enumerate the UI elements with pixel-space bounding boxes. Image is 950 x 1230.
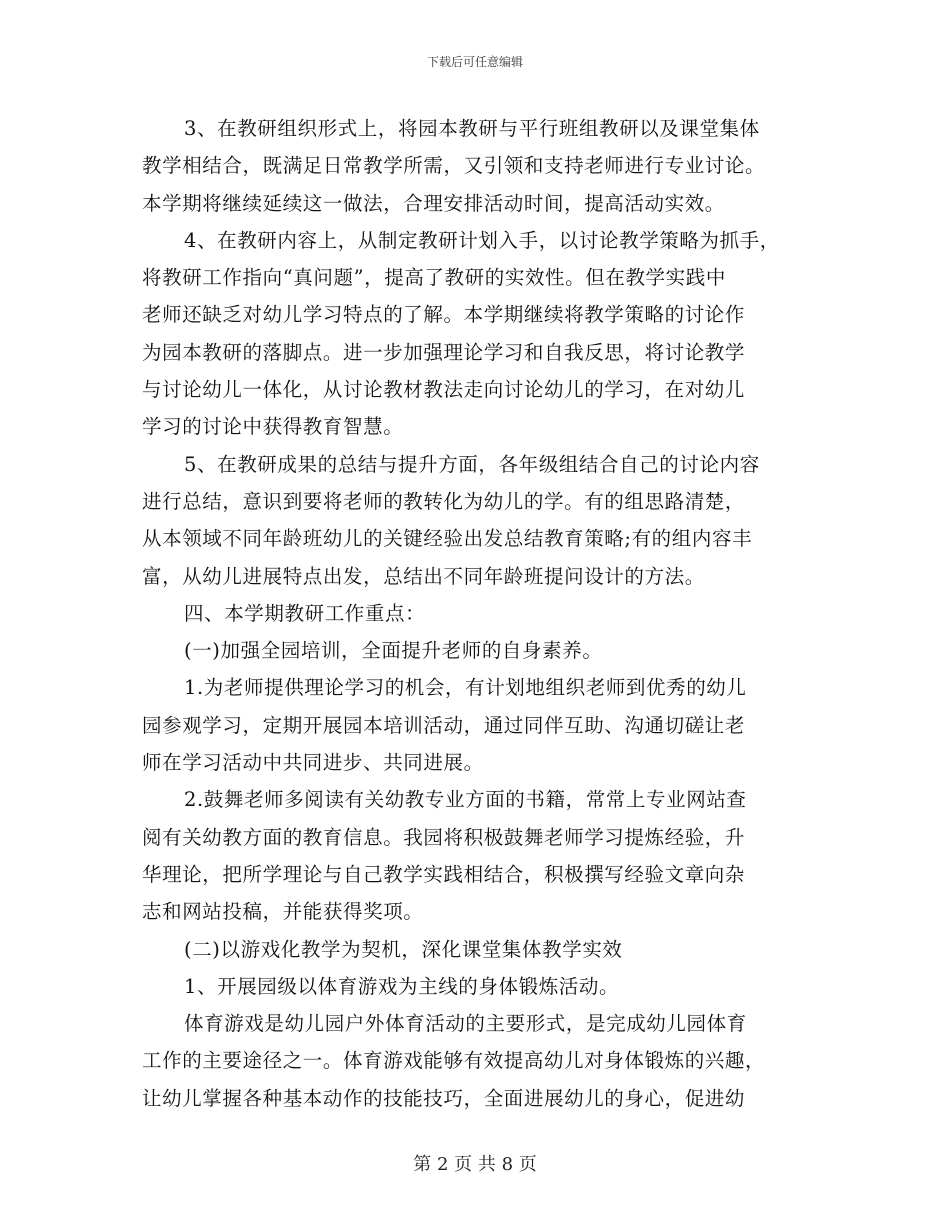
text-line: 工作的主要途径之一。体育游戏能够有效提高幼儿对身体锻炼的兴趣，: [142, 1049, 766, 1073]
text-line: 本学期将继续延续这一做法，合理安排活动时间，提高活动实效。: [142, 191, 725, 215]
text-line: 华理论，把所学理论与自己教学实践相结合，积极撰写经验文章向杂: [142, 862, 746, 886]
text-line: (二)以游戏化教学为契机，深化课堂集体教学实效: [184, 937, 623, 961]
page-header-note: 下载后可任意编辑: [426, 55, 523, 69]
text-line: (一)加强全园培训，全面提升老师的自身素养。: [184, 639, 603, 663]
text-line: 教学相结合，既满足日常教学所需，又引领和支持老师进行专业讨论。: [142, 154, 766, 178]
text-line: 2.鼓舞老师多阅读有关幼教专业方面的书籍，常常上专业网站查: [184, 788, 747, 812]
text-line: 1.为老师提供理论学习的机会，有计划地组织老师到优秀的幼儿: [184, 676, 747, 700]
text-line: 学习的讨论中获得教育智慧。: [142, 415, 404, 439]
text-line: 志和网站投稿，并能获得奖项。: [142, 900, 424, 924]
text-line: 3、在教研组织形式上，将园本教研与平行班组教研以及课堂集体: [184, 117, 760, 140]
text-line: 进行总结，意识到要将老师的教转化为幼儿的学。有的组思路清楚，: [142, 489, 746, 513]
text-line: 师在学习活动中共同进步、共同进展。: [142, 751, 484, 775]
text-line: 体育游戏是幼儿园户外体育活动的主要形式，是完成幼儿园体育: [184, 1012, 747, 1036]
text-line: 四、本学期教研工作重点：: [184, 601, 426, 625]
text-line: 园参观学习，定期开展园本培训活动，通过同伴互助、沟通切磋让老: [142, 713, 746, 737]
text-line: 为园本教研的落脚点。进一步加强理论学习和自我反思，将讨论教学: [142, 340, 746, 364]
text-line: 4、在教研内容上，从制定教研计划入手，以讨论教学策略为抓手，: [184, 228, 780, 252]
text-line: 从本领域不同年龄班幼儿的关键经验出发总结教育策略;有的组内容丰: [142, 527, 753, 551]
text-line: 富，从幼儿进展特点出发，总结出不同年龄班提问设计的方法。: [142, 564, 705, 588]
page-number-footer: 第 2 页 共 8 页: [413, 1154, 537, 1175]
text-line: 阅有关幼教方面的教育信息。我园将积极鼓舞老师学习提炼经验，升: [142, 825, 746, 849]
text-line: 5、在教研成果的总结与提升方面，各年级组结合自己的讨论内容: [184, 452, 760, 476]
text-line: 老师还缺乏对幼儿学习特点的了解。本学期继续将教学策略的讨论作: [142, 303, 746, 327]
text-line: 将教研工作指向“真问题”，提高了教研的实效性。但在教学实践中: [142, 266, 726, 290]
text-line: 与讨论幼儿一体化，从讨论教材教法走向讨论幼儿的学习，在对幼儿: [142, 378, 746, 402]
document-body: [142, 110, 822, 1117]
text-line: 1、开展园级以体育游戏为主线的身体锻炼活动。: [184, 974, 620, 998]
text-line: 让幼儿掌握各种基本动作的技能技巧，全面进展幼儿的身心，促进幼: [142, 1086, 746, 1110]
